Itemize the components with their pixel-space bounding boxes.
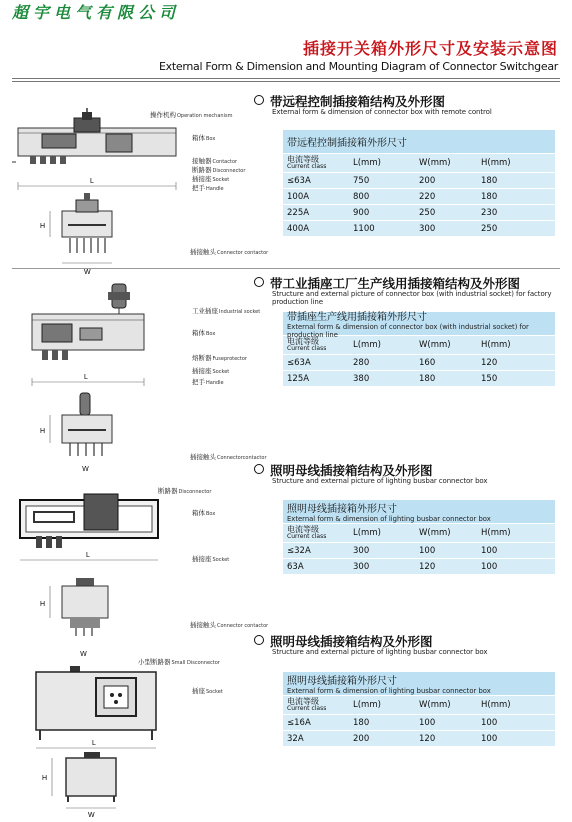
table-title: 照明母线插接箱外形尺寸 External form & dimension of lighting busbar connector box — [283, 672, 555, 696]
section-1-subtitle: External form & dimension of connector box with remote control — [272, 108, 492, 116]
table-header-row: 电流等级 Current class L(mm) W(mm) H(mm) — [283, 336, 555, 355]
table-title: 照明母线插接箱外形尺寸 External form & dimension of lighting busbar connector box — [283, 500, 555, 524]
page-subtitle: External Form & Dimension and Mounting Diagram of Connector Switchgear — [159, 60, 558, 73]
label-connector-contactor: 插接触头Connector contactor — [190, 621, 269, 629]
dim-w: W — [84, 269, 91, 276]
label-industrial-socket: 工业插座Industrial socket — [192, 307, 261, 315]
dim-h: H — [40, 601, 46, 608]
section-4-table — [283, 672, 555, 747]
section-4-title: 照明母线插接箱结构及外形图 — [254, 632, 433, 650]
page-title: 插接开关箱外形尺寸及安装示意图 — [302, 39, 558, 58]
section-3-table — [283, 500, 555, 575]
dim-w: W — [82, 465, 89, 473]
table-header-row: 电流等级 Current class L(mm) W(mm) H(mm) — [283, 524, 555, 543]
label-socket: 插接座Socket — [192, 555, 230, 563]
table-title: 带插座生产线用插接箱外形尺寸 External form & dimension of connector box (with industrial socket) for production line — [283, 312, 555, 336]
label-box: 箱体Box — [192, 329, 216, 337]
table-row: ≤63A 750 200 180 — [283, 173, 555, 189]
section-3-drawing — [12, 488, 187, 638]
table-row: 63A 300 120 100 — [283, 559, 555, 575]
dim-l: L — [92, 740, 96, 747]
dim-l: L — [84, 374, 88, 381]
section-3-subtitle: Structure and external picture of lighting busbar connector box — [272, 477, 488, 485]
label-handle: 把手Handle — [192, 184, 224, 192]
dim-h: H — [42, 775, 48, 782]
table-header-row: 电流等级 Current class L(mm) W(mm) H(mm) — [283, 696, 555, 715]
label-fuse-protector: 熔断器Fuseprotector — [192, 354, 247, 362]
section-3-title: 照明母线插接箱结构及外形图 — [254, 461, 433, 479]
dim-h: H — [40, 428, 46, 435]
label-small-disconnector: 小型断路器Small Disconnector — [138, 658, 220, 666]
table-row: 400A 1100 300 250 — [283, 221, 555, 237]
section-1-table — [283, 130, 555, 237]
table-row: ≤32A 300 100 100 — [283, 543, 555, 559]
label-operation-mechanism: 操作机构Operation mechanism — [150, 111, 233, 119]
table-row: ≤16A 180 100 100 — [283, 715, 555, 731]
table-row: ≤63A 280 160 120 — [283, 355, 555, 371]
section-4-drawing — [12, 656, 187, 818]
label-disconnector: 断路器Disconnector — [158, 487, 212, 495]
label-socket: 插接座Socket — [192, 367, 230, 375]
label-box: 箱体Box — [192, 509, 216, 517]
table-row: 225A 900 250 230 — [283, 205, 555, 221]
label-socket: 插座Socket — [192, 687, 223, 695]
label-box: 箱体Box — [192, 134, 216, 142]
section-2-subtitle: Structure and external picture of connector box (with industrial socket) for factory production line — [272, 290, 552, 306]
table-title: 带远程控制插接箱外形尺寸 — [283, 130, 555, 154]
dim-w: W — [88, 812, 95, 818]
section-divider — [12, 268, 560, 269]
label-socket: 插接座Socket — [192, 175, 230, 183]
dim-l: L — [90, 178, 94, 185]
label-connector-contactor: 插接触头Connectorcontactor — [190, 453, 267, 461]
table-row: 125A 380 180 150 — [283, 371, 555, 387]
dim-l: L — [86, 552, 90, 559]
section-2-table — [283, 312, 555, 387]
label-contactor: 接触器Contactor — [192, 157, 238, 165]
table-row: 100A 800 220 180 — [283, 189, 555, 205]
table-row: 32A 200 120 100 — [283, 731, 555, 747]
section-1-title: 带远程控制插接箱结构及外形图 — [254, 92, 445, 110]
label-handle: 把手Handle — [192, 378, 224, 386]
dim-w: W — [80, 650, 87, 658]
header-rule-2 — [12, 81, 560, 82]
dim-h: H — [40, 223, 46, 230]
label-disconnector: 断路器Disconnector — [192, 166, 246, 174]
label-connector-contactor: 插接触头Connector contactor — [190, 248, 269, 256]
header-rule — [12, 78, 560, 79]
section-1-drawing — [12, 108, 187, 278]
table-header-row: 电流等级 Current class L(mm) W(mm) H(mm) — [283, 154, 555, 173]
section-2-drawing — [12, 278, 187, 463]
company-name: 超宇电气有限公司 — [12, 3, 181, 22]
section-4-subtitle: Structure and external picture of lighting busbar connector box — [272, 648, 488, 656]
section-2-title: 带工业插座工厂生产线用插接箱结构及外形图 — [254, 274, 520, 292]
